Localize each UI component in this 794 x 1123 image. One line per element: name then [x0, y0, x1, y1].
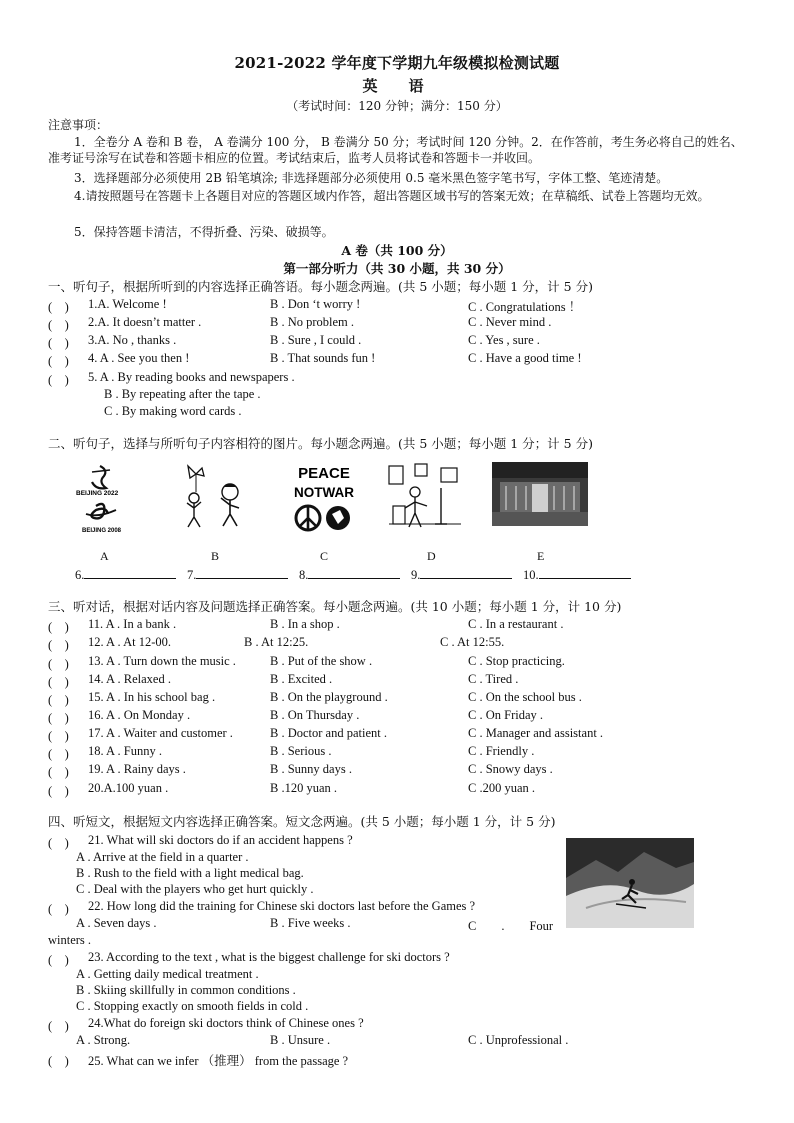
option-c: C . Never mind .	[468, 315, 552, 329]
question-19	[48, 762, 768, 780]
question-25	[48, 1051, 768, 1069]
option-b: B . Don ‘t worry !	[270, 297, 361, 311]
exam-title: 2021-2022 学年度下学期九年级模拟检测试题	[234, 54, 560, 72]
option-c: C . On the school bus .	[468, 690, 582, 704]
question-1	[48, 297, 768, 315]
option-c: C . Tired .	[468, 672, 519, 686]
exam-subject: 英 语	[362, 77, 432, 95]
answer-paren[interactable]: ( )	[48, 675, 69, 689]
answer-paren[interactable]: ( )	[48, 1019, 69, 1033]
question-5-option-c: C . By making word cards .	[104, 404, 242, 418]
question-24-option-a: A . Strong.	[76, 1033, 131, 1047]
answer-paren[interactable]: ( )	[48, 300, 69, 314]
part-four-heading: 四、听短文，根据短文内容选择正确答案。短文念两遍。(共 5 小题；每小题 1 分，计 5 分)	[48, 814, 556, 829]
answer-paren[interactable]: ( )	[48, 354, 69, 368]
option-b: B . Excited .	[270, 672, 333, 686]
question-stem: 24.What do foreign ski doctors think of Chinese ones ?	[88, 1016, 364, 1030]
question-15	[48, 690, 768, 708]
question-16	[48, 708, 768, 726]
answer-paren[interactable]: ( )	[48, 765, 69, 779]
part-two-heading: 二、听句子，选择与所听句子内容相符的图片。每小题念两遍。(共 5 小题；每小题 1 分；计 5 分)	[48, 436, 593, 451]
option-a: 12. A . At 12-00.	[88, 635, 171, 649]
answer-paren[interactable]: ( )	[48, 318, 69, 332]
option-b: B . On Thursday .	[270, 708, 360, 722]
answer-paren[interactable]: ( )	[48, 784, 69, 798]
question-2	[48, 315, 768, 333]
not-war-text: NOTWAR	[294, 485, 354, 500]
option-a: 14. A . Relaxed .	[88, 672, 171, 686]
option-c: C . Stop practicing.	[468, 654, 565, 668]
question-stem: 21. What will ski doctors do if an accident happens ?	[88, 833, 353, 847]
picture-label-d: D	[427, 549, 436, 563]
part-three-heading: 三、听对话，根据对话内容及问题选择正确答案。每小题念两遍。(共 10 小题；每小题 1 分，计 10 分)	[48, 599, 622, 614]
answer-paren[interactable]: ( )	[48, 638, 69, 652]
option-c: C . On Friday .	[468, 708, 543, 722]
question-23-option-c: C . Stopping exactly on smooth fields in cold .	[76, 999, 309, 1013]
option-a: 1.A. Welcome !	[88, 297, 167, 311]
answer-paren[interactable]: ( )	[48, 729, 69, 743]
section-a-title: A 卷（共 100 分）	[341, 243, 453, 258]
answer-paren[interactable]: ( )	[48, 902, 69, 916]
option-a: 15. A . In his school bag .	[88, 690, 216, 704]
picture-label-e: E	[537, 549, 545, 563]
question-12	[48, 635, 768, 653]
question-13	[48, 654, 768, 672]
option-b: B . Doctor and patient .	[270, 726, 387, 740]
question-17	[48, 726, 768, 744]
peace-not-war-picture	[288, 462, 360, 534]
picture-label-b: B	[211, 549, 220, 563]
answer-blank-7[interactable]: 7.	[187, 566, 288, 583]
answer-blank-8[interactable]: 8.	[299, 566, 400, 583]
question-22-option-a: A . Seven days .	[76, 916, 157, 930]
option-c: C . At 12:55.	[440, 635, 505, 649]
answer-paren[interactable]: ( )	[48, 747, 69, 761]
answer-paren[interactable]: ( )	[48, 657, 69, 671]
notice-item-5: 5．保持答题卡清洁，不得折叠、污染、破损等。	[74, 225, 334, 239]
beijing-2008-caption: BEIJING 2008	[82, 528, 122, 534]
option-a: 13. A . Turn down the music .	[88, 654, 236, 668]
question-stem: 25. What can we infer （推理） from the passage ?	[88, 1054, 349, 1068]
question-22-option-b: B . Five weeks .	[270, 916, 351, 930]
library-room-picture	[492, 462, 588, 526]
skier-photo	[566, 838, 694, 928]
question-21-option-b: B . Rush to the field with a light medical bag.	[76, 866, 304, 880]
option-a: 4. A . See you then !	[88, 351, 190, 365]
notice-item-4: 4.请按照题号在答题卡上各题目对应的答题区域内作答，超出答题区域书写的答案无效；在草稿纸、试卷上答题均无效。	[74, 189, 710, 203]
question-22-option-c-cont: winters .	[48, 933, 92, 947]
question-stem: 23. According to the text , what is the biggest challenge for ski doctors ?	[88, 950, 450, 964]
question-14	[48, 672, 768, 690]
option-a: 17. A . Waiter and customer .	[88, 726, 233, 740]
answer-blank-9[interactable]: 9.	[411, 566, 512, 583]
part-one-heading: 一、听句子，根据所听到的内容选择正确答语。每小题念两遍。(共 5 小题；每小题 1 分，计 5 分)	[48, 279, 593, 294]
option-b: B . No problem .	[270, 315, 355, 329]
option-c: C . Congratulations ！	[468, 300, 582, 314]
answer-paren[interactable]: ( )	[48, 693, 69, 707]
picture-label-a: A	[100, 549, 109, 563]
question-22-option-c: C . Four	[468, 919, 554, 933]
question-23-option-b: B . Skiing skillfully in common conditions .	[76, 983, 296, 997]
option-c: C . Friendly .	[468, 744, 535, 758]
option-a: 3.A. No , thanks .	[88, 333, 177, 347]
answer-paren[interactable]: ( )	[48, 373, 69, 387]
option-c: C . Snowy days .	[468, 762, 553, 776]
notice-item-3: 3．选择题部分必须使用 2B 铅笔填涂; 非选择题部分必须使用 0.5 毫米黑色签字笔书写，字体工整、笔迹清楚。	[74, 171, 669, 185]
question-23-option-a: A . Getting daily medical treatment .	[76, 967, 259, 981]
option-b: B . Sunny days .	[270, 762, 352, 776]
notice-title: 注意事项：	[48, 118, 109, 132]
answer-paren[interactable]: ( )	[48, 711, 69, 725]
answer-blank-10[interactable]: 10.	[523, 566, 631, 583]
question-18	[48, 744, 768, 762]
question-5	[48, 370, 768, 388]
answer-paren[interactable]: ( )	[48, 953, 69, 967]
question-24-option-b: B . Unsure .	[270, 1033, 331, 1047]
question-5-option-b: B . By repeating after the tape .	[104, 387, 261, 401]
question-stem: 22. How long did the training for Chinese ski doctors last before the Games ?	[88, 899, 476, 913]
answer-paren[interactable]: ( )	[48, 620, 69, 634]
option-a: 20.A.100 yuan .	[88, 781, 169, 795]
picture-label-c: C	[320, 549, 329, 563]
exam-time-info: （考试时间：120 分钟；满分：150 分）	[286, 99, 508, 113]
question-21-option-c: C . Deal with the players who get hurt quickly .	[76, 882, 314, 896]
option-c: C . In a restaurant .	[468, 617, 564, 631]
housework-picture	[385, 462, 465, 534]
option-a: 5. A . By reading books and newspapers .	[88, 370, 295, 384]
question-4	[48, 351, 768, 369]
option-b: B . That sounds fun !	[270, 351, 376, 365]
answer-paren[interactable]: ( )	[48, 336, 69, 350]
option-a: 2.A. It doesn’t matter .	[88, 315, 202, 329]
beijing-2022-caption: BEIJING 2022	[76, 490, 119, 497]
question-3	[48, 333, 768, 351]
question-20	[48, 781, 768, 799]
option-b: B . Sure , I could .	[270, 333, 362, 347]
option-c: C . Yes , sure .	[468, 333, 540, 347]
option-b: B . Put of the show .	[270, 654, 373, 668]
option-b: B .120 yuan .	[270, 781, 338, 795]
option-c: C .200 yuan .	[468, 781, 536, 795]
part-one-listening-title: 第一部分听力（共 30 小题，共 30 分）	[283, 261, 511, 276]
answer-paren[interactable]: ( )	[48, 836, 69, 850]
question-11	[48, 617, 768, 635]
notice-item-1: 1．全卷分 A 卷和 B 卷， A 卷满分 100 分， B 卷满分 50 分；考试时间 120 分钟。2．在作答前，考生务必将自己的姓名、准考证号涂写在试卷和答题卡相应的位置。考试结束后，监考人员将试卷和答题卡一并收回。	[48, 135, 743, 165]
question-21-option-a: A . Arrive at the field in a quarter .	[76, 850, 249, 864]
answer-blank-6[interactable]: 6.	[75, 566, 176, 583]
children-kite-picture	[180, 462, 252, 532]
option-b: B . At 12:25.	[244, 635, 309, 649]
option-a: 18. A . Funny .	[88, 744, 162, 758]
answer-paren[interactable]: ( )	[48, 1054, 69, 1068]
option-c: C . Manager and assistant .	[468, 726, 604, 740]
question-23	[48, 950, 768, 968]
option-c: C . Have a good time !	[468, 351, 582, 365]
peace-text: PEACE	[298, 465, 350, 482]
option-b: B . In a shop .	[270, 617, 340, 631]
olympic-emblems-picture	[72, 462, 138, 540]
question-24	[48, 1016, 768, 1034]
option-b: B . On the playground .	[270, 690, 388, 704]
option-a: 19. A . Rainy days .	[88, 762, 186, 776]
option-b: B . Serious .	[270, 744, 332, 758]
option-a: 11. A . In a bank .	[88, 617, 177, 631]
question-24-option-c: C . Unprofessional .	[468, 1033, 569, 1047]
option-a: 16. A . On Monday .	[88, 708, 191, 722]
